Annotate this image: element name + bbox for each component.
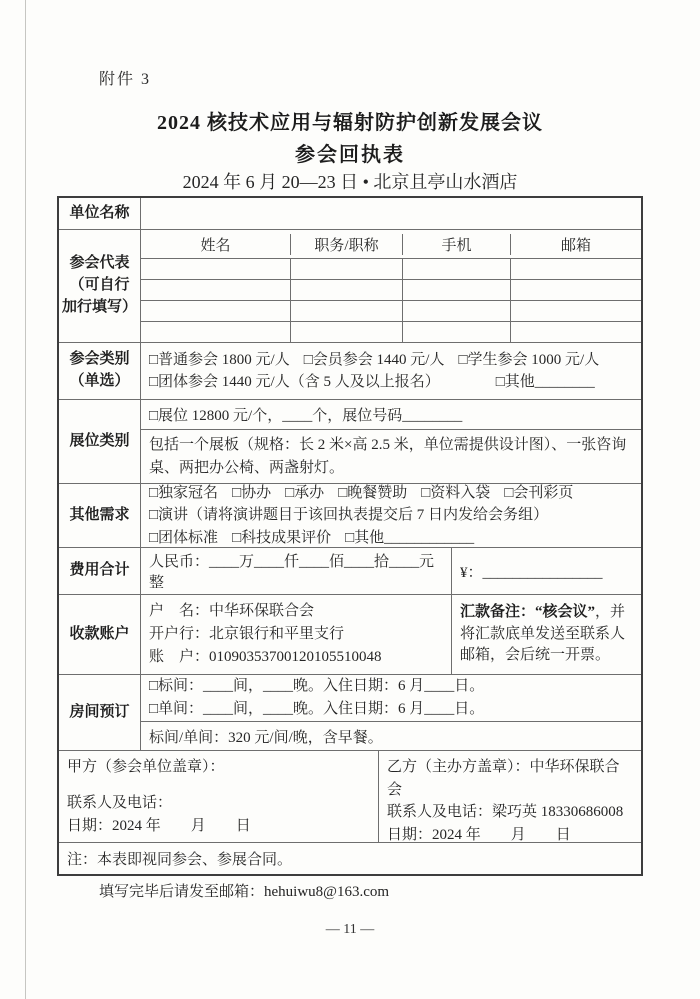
option-material-bag: □资料入袋 xyxy=(421,484,491,501)
submit-email-note: 填写完毕后请发至邮箱：hehuiwu8@163.com xyxy=(99,884,390,900)
option-student-attendance: □学生参会 1000 元/人 xyxy=(458,351,600,368)
row-signatures xyxy=(59,750,641,842)
account-holder: 户 名：中华环保联合会 xyxy=(149,602,315,619)
column-header-mobile: 手机 xyxy=(403,234,511,255)
delegates-label: 参会代表 （可自行 加行填写） xyxy=(59,230,141,342)
row-room-booking xyxy=(59,674,641,750)
option-co-organizer: □协办 xyxy=(232,484,272,501)
total-amount-figure: ¥：________________ xyxy=(460,564,603,581)
party-a-contact: 联系人及电话： xyxy=(67,795,173,811)
option-organizer: □承办 xyxy=(285,484,325,501)
party-a-title: 甲方（参会单位盖章）： xyxy=(67,759,225,775)
option-single-room: □单间：____间，____晚。入住日期：6 月____日。 xyxy=(149,700,485,717)
unit-name-field xyxy=(141,198,641,229)
bank-account-label: 收款账户 xyxy=(59,595,141,674)
column-header-position: 职务/职称 xyxy=(291,234,403,255)
category-label: 参会类别 （单选） xyxy=(59,343,141,399)
total-rmb-words: 人民币：____万____仟____佰____拾____元整 xyxy=(141,548,452,594)
row-unit-name xyxy=(59,198,641,229)
other-needs-options xyxy=(141,484,641,547)
room-options xyxy=(141,675,641,721)
event-date-location: 2024 年 6 月 20—23 日 • 北京且亭山水酒店 xyxy=(182,172,518,192)
party-b-title: 乙方（主办方盖章）：中华环保联合会 xyxy=(387,759,620,798)
party-a-date: 日期：2024 年 月 日 xyxy=(67,817,251,834)
delegates-header-row xyxy=(141,230,641,258)
booth-label: 展位类别 xyxy=(59,400,141,483)
option-standard-room: □标间：____间，____晚。入住日期：6 月____日。 xyxy=(149,678,485,694)
booth-description: 包括一个展板（规格：长 2 米×高 2.5 米，单位需提供设计图）、一张咨询桌、两把办公椅、两盏射灯。 xyxy=(141,429,641,483)
page-number: — 11 — xyxy=(325,922,375,937)
registration-form-table xyxy=(57,196,643,876)
delegate-empty-row xyxy=(141,279,641,300)
party-a-block xyxy=(59,751,379,842)
party-b-contact: 联系人及电话：梁巧英 18330686008 xyxy=(387,804,624,820)
row-total-cost xyxy=(59,547,641,594)
option-other-need: □其他____________ xyxy=(345,529,475,546)
category-options xyxy=(141,343,641,399)
column-header-name: 姓名 xyxy=(141,234,291,255)
bank-account-details xyxy=(141,595,452,674)
contract-note: 注：本表即视同参会、参展合同。 xyxy=(67,852,293,868)
delegate-empty-row xyxy=(141,321,641,342)
delegates-subtable xyxy=(141,230,641,342)
room-price-note: 标间/单间：320 元/间/晚，含早餐。 xyxy=(141,721,641,751)
row-delegates xyxy=(59,229,641,342)
party-b-block xyxy=(379,751,641,842)
option-regular-attendance: □普通参会 1800 元/人 xyxy=(149,351,290,368)
option-member-attendance: □会员参会 1440 元/人 xyxy=(303,351,445,368)
delegate-empty-row xyxy=(141,300,641,321)
option-speech: □演讲（请将演讲题目于该回执表提交后 7 日内发给会务组） xyxy=(149,507,549,524)
document-subtitle: 参会回执表 xyxy=(295,144,405,166)
account-number: 账 户：01090353700120105510048 xyxy=(149,649,382,666)
option-group-attendance: □团体参会 1440 元/人（含 5 人及以上报名） xyxy=(149,374,440,390)
option-group-standard: □团体标准 xyxy=(149,529,219,546)
row-booth xyxy=(59,399,641,483)
row-bank-account xyxy=(59,594,641,674)
unit-name-label: 单位名称 xyxy=(59,198,141,229)
option-other-category: □其他________ xyxy=(495,374,595,390)
remittance-remark: 汇款备注：“核会议”，并将汇款底单发送至联系人邮箱，会后统一开票。 xyxy=(460,603,626,664)
party-b-date: 日期：2024 年 月 日 xyxy=(387,826,571,843)
column-header-email: 邮箱 xyxy=(560,237,591,254)
option-achievement-evaluation: □科技成果评价 xyxy=(232,529,332,546)
document-title: 2024 核技术应用与辐射防护创新发展会议 xyxy=(157,112,543,134)
row-participation-category xyxy=(59,342,641,399)
total-cost-label: 费用合计 xyxy=(59,548,141,594)
delegate-empty-row xyxy=(141,258,641,279)
attachment-label: 附件 3 xyxy=(99,71,152,88)
option-dinner-sponsor: □晚餐赞助 xyxy=(338,484,408,501)
option-exclusive-naming: □独家冠名 xyxy=(149,484,219,501)
other-needs-label: 其他需求 xyxy=(59,484,141,547)
room-booking-label: 房间预订 xyxy=(59,675,141,750)
booth-cell xyxy=(141,400,641,483)
row-other-needs xyxy=(59,483,641,547)
account-bank: 开户行：北京银行和平里支行 xyxy=(149,625,345,642)
option-booth: □展位 12800 元/个，____个，展位号码________ xyxy=(149,408,463,424)
row-contract-note xyxy=(59,842,641,874)
option-journal-color-page: □会刊彩页 xyxy=(504,484,574,501)
